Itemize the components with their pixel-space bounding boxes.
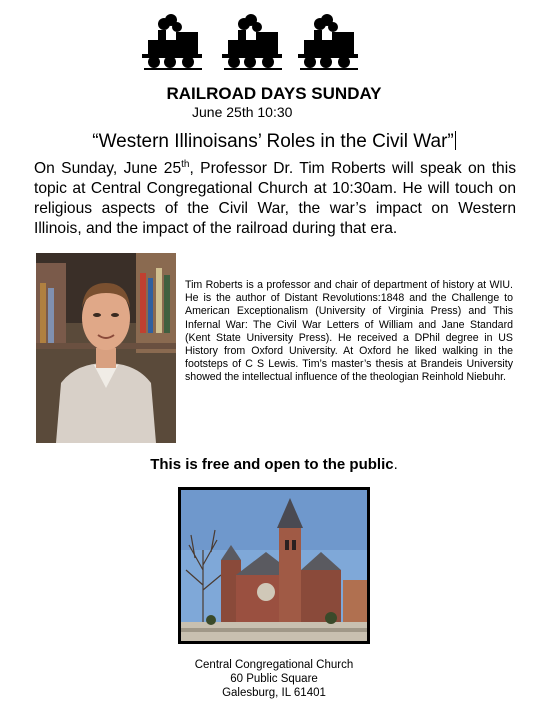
talk-title [0,131,548,153]
address-line-city: Galesburg, IL 61401 [222,687,326,699]
train-icons [140,14,400,72]
speaker-photo [36,253,176,443]
free-admission-period: . [393,456,398,473]
text-cursor [455,131,456,150]
intro-text-rest: , Professor Dr. Tim Roberts will speak on this topic at Central Congregational Church at 10:30am. He will touch on religious aspects of the Civil War, the war’s impact on Western Illinois, and the impact of the railroad during that era. [34,160,516,237]
intro-paragraph [34,159,516,239]
church-address [0,658,548,700]
address-line-name: Central Congregational Church [194,659,354,671]
steam-train-icon [140,14,204,72]
event-datetime: June 25th 10:30 [192,104,293,120]
event-title: RAILROAD DAYS SUNDAY [166,84,382,103]
steam-train-icon [220,14,284,72]
intro-superscript: th [181,158,190,170]
intro-text-start: On Sunday, June 25 [34,160,182,177]
free-admission-note [0,456,548,473]
free-admission-text: This is free and open to the public [150,456,394,473]
steam-train-icon [296,14,360,72]
address-line-street: 60 Public Square [230,673,318,685]
church-photo [178,487,370,644]
speaker-bio: Tim Roberts is a professor and chair of department of history at WIU. He is the author of Distant Revolutions:1848 and the Challenge to American Exceptionalism (University of Virginia Press) and This Infernal War: The Civil War Letters of William and Jane Standard (Kent State University Press). He received a DPhil degree in US History from Oxford University. At Oxford he liked walking in the footsteps of C S Lewis. Tim’s master’s thesis at Brandeis University showed the intellectual influence of the theologian Reinhold Niebuhr. [185,279,513,384]
talk-title-text: “Western Illinoisans’ Roles in the Civil War” [92,131,454,152]
